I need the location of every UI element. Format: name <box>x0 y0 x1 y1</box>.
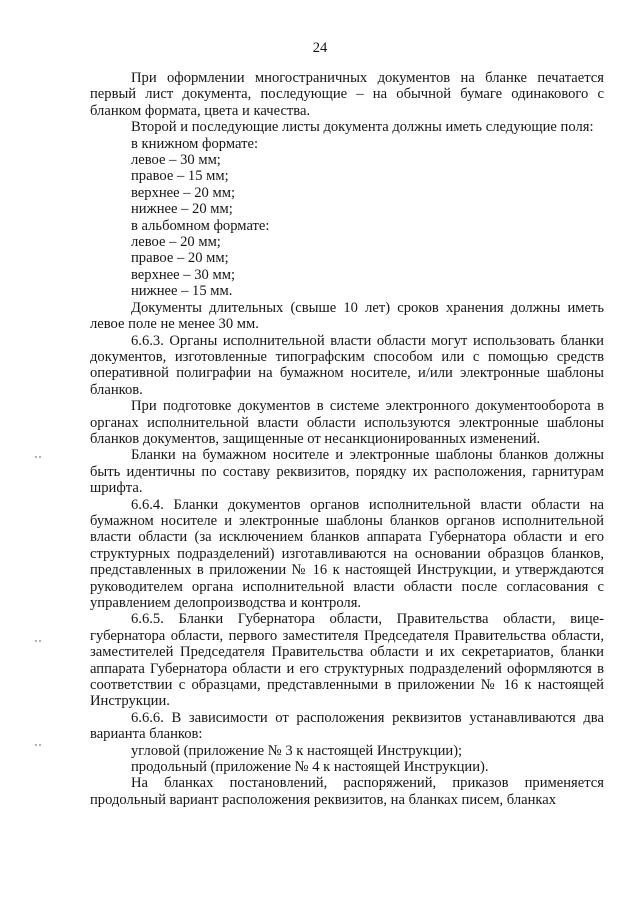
paragraph: При подготовке документов в системе электронного документооборота в органах исполнительной власти области используются электронные шаблоны бланков документов, защищенные от несанкционированных изменений. <box>90 398 604 447</box>
paragraph: 6.6.5. Бланки Губернатора области, Правительства области, вице-губернатора области, первого заместителя Председателя Правительства области, заместителей Председателя Правительства области и их секретариатов, бланки аппарата Губернатора области и его структурных подразделений оформляются в соответствии с образцами, представленными в приложении № 16 к настоящей Инструкции. <box>90 611 604 710</box>
margin-mark <box>35 640 43 643</box>
list-item: в альбомном формате: <box>131 217 270 234</box>
document-body <box>90 70 604 808</box>
list-item: верхнее – 20 мм; <box>131 184 236 201</box>
list-item: левое – 20 мм; <box>131 234 221 251</box>
paragraph: 6.6.4. Бланки документов органов исполнительной власти области на бумажном носителе и электронные шаблоны бланков органов исполнительной власти области (за исключением бланков аппарата Губернатора области и его структурных подразделений) изготавливаются на основании образцов бланков, представленных в приложении № 16 к настоящей Инструкции, и утверждаются руководителем органа исполнительной власти области после согласования с управлением делопроизводства и контроля. <box>90 496 604 611</box>
paragraph: Документы длительных (свыше 10 лет) сроков хранения должны иметь левое поле не менее 30 мм. <box>90 299 604 333</box>
paragraph: На бланках постановлений, распоряжений, приказов применяется продольный вариант расположения реквизитов, на бланках писем, бланках <box>90 775 604 808</box>
margin-mark <box>35 744 43 747</box>
paragraph: 6.6.3. Органы исполнительной власти области могут использовать бланки документов, изготовленные типографским способом или с помощью средств оперативной полиграфии на бумажном носителе, и/или электронные шаблоны бланков. <box>90 332 604 398</box>
paragraph: Второй и последующие листы документа должны иметь следующие поля: <box>131 119 594 136</box>
list-item: правое – 15 мм; <box>131 168 229 185</box>
list-item: продольный (приложение № 4 к настоящей Инструкции). <box>131 759 489 776</box>
paragraph: Бланки на бумажном носителе и электронные шаблоны бланков должны быть идентичны по составу реквизитов, порядку их расположения, гарнитурам шрифта. <box>90 447 604 497</box>
list-item: правое – 20 мм; <box>131 250 229 267</box>
list-item: нижнее – 20 мм; <box>131 201 233 218</box>
paragraph: При оформлении многостраничных документов на бланке печатается первый лист документа, последующие – на обычной бумаге одинакового с бланком формата, цвета и качества. <box>90 70 604 119</box>
page-number: 24 <box>312 40 328 56</box>
list-item: угловой (приложение № 3 к настоящей Инструкции); <box>131 742 463 759</box>
list-item: левое – 30 мм; <box>131 152 221 169</box>
list-item: нижнее – 15 мм. <box>131 283 233 300</box>
margin-mark <box>35 456 43 459</box>
paragraph: 6.6.6. В зависимости от расположения реквизитов устанавливаются два варианта бланков: <box>90 709 604 743</box>
list-item: верхнее – 30 мм; <box>131 266 236 283</box>
list-item: в книжном формате: <box>131 135 259 152</box>
